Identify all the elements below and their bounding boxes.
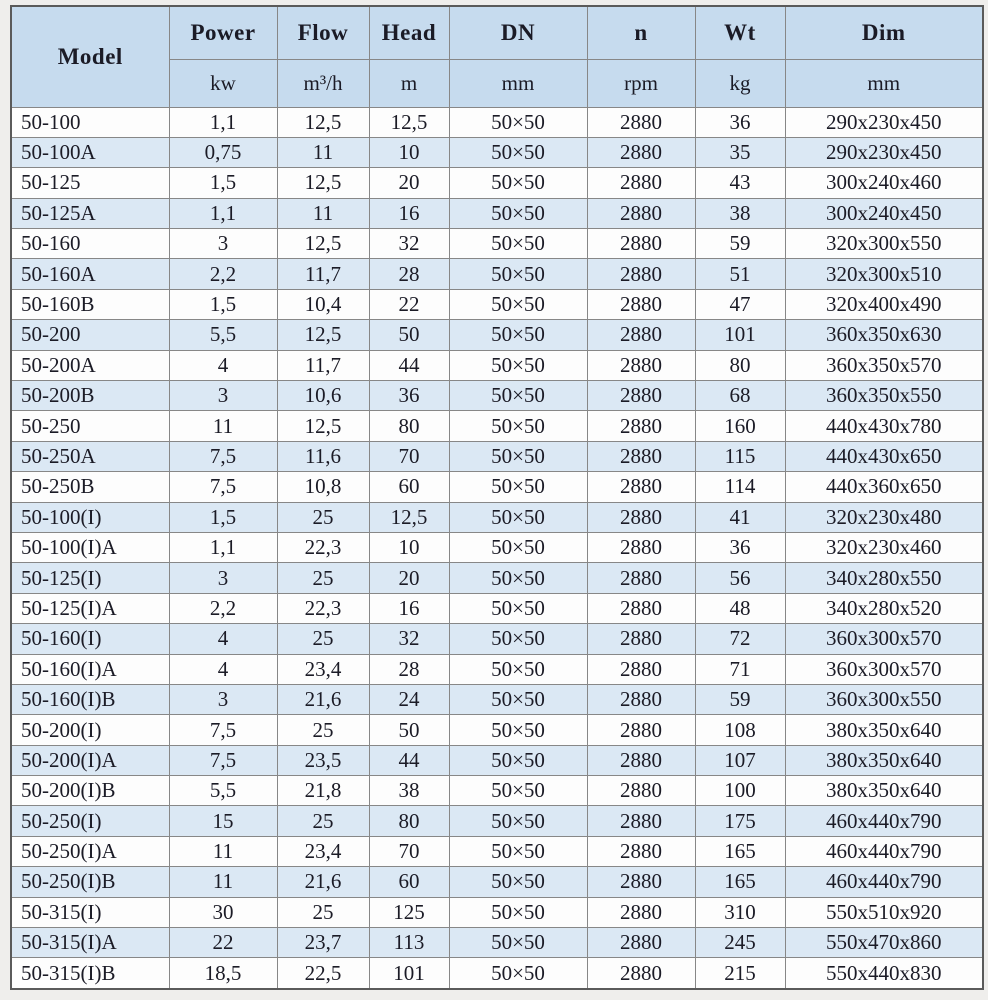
wt-cell: 245 bbox=[695, 928, 785, 958]
flow-cell: 11 bbox=[277, 198, 369, 228]
flow-cell: 25 bbox=[277, 624, 369, 654]
col-header-wt: Wt bbox=[695, 6, 785, 59]
head-cell: 24 bbox=[369, 684, 449, 714]
head-cell: 36 bbox=[369, 381, 449, 411]
model-cell: 50-250 bbox=[11, 411, 169, 441]
wt-cell: 36 bbox=[695, 107, 785, 137]
head-cell: 20 bbox=[369, 563, 449, 593]
dn-cell: 50×50 bbox=[449, 350, 587, 380]
flow-cell: 10,6 bbox=[277, 381, 369, 411]
model-cell: 50-250(I) bbox=[11, 806, 169, 836]
model-cell: 50-250(I)A bbox=[11, 836, 169, 866]
wt-cell: 51 bbox=[695, 259, 785, 289]
power-cell: 4 bbox=[169, 654, 277, 684]
table-row bbox=[11, 502, 983, 532]
power-cell: 15 bbox=[169, 806, 277, 836]
flow-cell: 12,5 bbox=[277, 229, 369, 259]
table-row bbox=[11, 867, 983, 897]
model-cell: 50-100(I) bbox=[11, 502, 169, 532]
table-row bbox=[11, 198, 983, 228]
model-cell: 50-100A bbox=[11, 137, 169, 167]
model-cell: 50-160(I)A bbox=[11, 654, 169, 684]
n-cell: 2880 bbox=[587, 897, 695, 927]
model-cell: 50-125(I) bbox=[11, 563, 169, 593]
power-cell: 2,2 bbox=[169, 593, 277, 623]
power-cell: 4 bbox=[169, 624, 277, 654]
n-cell: 2880 bbox=[587, 289, 695, 319]
table-row bbox=[11, 472, 983, 502]
dn-cell: 50×50 bbox=[449, 624, 587, 654]
table-row bbox=[11, 259, 983, 289]
n-cell: 2880 bbox=[587, 411, 695, 441]
dim-cell: 290x230x450 bbox=[785, 107, 983, 137]
model-cell: 50-100 bbox=[11, 107, 169, 137]
model-cell: 50-200 bbox=[11, 320, 169, 350]
dim-cell: 440x430x650 bbox=[785, 441, 983, 471]
col-unit-wt: kg bbox=[695, 59, 785, 107]
table-row bbox=[11, 107, 983, 137]
power-cell: 0,75 bbox=[169, 137, 277, 167]
model-cell: 50-125 bbox=[11, 168, 169, 198]
power-cell: 3 bbox=[169, 684, 277, 714]
flow-cell: 25 bbox=[277, 715, 369, 745]
n-cell: 2880 bbox=[587, 441, 695, 471]
flow-cell: 23,4 bbox=[277, 836, 369, 866]
wt-cell: 36 bbox=[695, 532, 785, 562]
power-cell: 1,5 bbox=[169, 168, 277, 198]
dn-cell: 50×50 bbox=[449, 411, 587, 441]
head-cell: 80 bbox=[369, 806, 449, 836]
dim-cell: 380x350x640 bbox=[785, 715, 983, 745]
dn-cell: 50×50 bbox=[449, 320, 587, 350]
head-cell: 16 bbox=[369, 198, 449, 228]
table-row bbox=[11, 289, 983, 319]
table-row bbox=[11, 137, 983, 167]
model-cell: 50-200B bbox=[11, 381, 169, 411]
power-cell: 30 bbox=[169, 897, 277, 927]
col-unit-n: rpm bbox=[587, 59, 695, 107]
dim-cell: 320x300x510 bbox=[785, 259, 983, 289]
col-header-dn: DN bbox=[449, 6, 587, 59]
dn-cell: 50×50 bbox=[449, 836, 587, 866]
head-cell: 28 bbox=[369, 259, 449, 289]
flow-cell: 22,3 bbox=[277, 593, 369, 623]
n-cell: 2880 bbox=[587, 259, 695, 289]
dim-cell: 460x440x790 bbox=[785, 836, 983, 866]
n-cell: 2880 bbox=[587, 381, 695, 411]
model-cell: 50-315(I) bbox=[11, 897, 169, 927]
head-cell: 70 bbox=[369, 836, 449, 866]
head-cell: 20 bbox=[369, 168, 449, 198]
table-row bbox=[11, 715, 983, 745]
model-cell: 50-250A bbox=[11, 441, 169, 471]
pump-spec-table bbox=[10, 5, 984, 990]
dim-cell: 300x240x450 bbox=[785, 198, 983, 228]
flow-cell: 11 bbox=[277, 137, 369, 167]
col-unit-flow: m³/h bbox=[277, 59, 369, 107]
dim-cell: 340x280x550 bbox=[785, 563, 983, 593]
n-cell: 2880 bbox=[587, 563, 695, 593]
n-cell: 2880 bbox=[587, 229, 695, 259]
dim-cell: 320x400x490 bbox=[785, 289, 983, 319]
dn-cell: 50×50 bbox=[449, 532, 587, 562]
power-cell: 18,5 bbox=[169, 958, 277, 989]
power-cell: 3 bbox=[169, 229, 277, 259]
wt-cell: 160 bbox=[695, 411, 785, 441]
head-cell: 12,5 bbox=[369, 107, 449, 137]
power-cell: 1,1 bbox=[169, 198, 277, 228]
flow-cell: 23,7 bbox=[277, 928, 369, 958]
n-cell: 2880 bbox=[587, 867, 695, 897]
power-cell: 11 bbox=[169, 411, 277, 441]
model-cell: 50-100(I)A bbox=[11, 532, 169, 562]
col-header-n: n bbox=[587, 6, 695, 59]
wt-cell: 43 bbox=[695, 168, 785, 198]
dn-cell: 50×50 bbox=[449, 289, 587, 319]
flow-cell: 12,5 bbox=[277, 168, 369, 198]
flow-cell: 23,5 bbox=[277, 745, 369, 775]
model-cell: 50-200(I)B bbox=[11, 776, 169, 806]
model-cell: 50-200(I)A bbox=[11, 745, 169, 775]
power-cell: 7,5 bbox=[169, 715, 277, 745]
dn-cell: 50×50 bbox=[449, 563, 587, 593]
n-cell: 2880 bbox=[587, 502, 695, 532]
n-cell: 2880 bbox=[587, 320, 695, 350]
power-cell: 7,5 bbox=[169, 745, 277, 775]
wt-cell: 100 bbox=[695, 776, 785, 806]
table-row bbox=[11, 928, 983, 958]
model-cell: 50-315(I)A bbox=[11, 928, 169, 958]
power-cell: 3 bbox=[169, 563, 277, 593]
model-cell: 50-160 bbox=[11, 229, 169, 259]
dim-cell: 300x240x460 bbox=[785, 168, 983, 198]
table-row bbox=[11, 532, 983, 562]
flow-cell: 21,6 bbox=[277, 867, 369, 897]
dn-cell: 50×50 bbox=[449, 502, 587, 532]
dim-cell: 440x360x650 bbox=[785, 472, 983, 502]
head-cell: 38 bbox=[369, 776, 449, 806]
table-header bbox=[11, 6, 983, 107]
dim-cell: 360x350x630 bbox=[785, 320, 983, 350]
wt-cell: 107 bbox=[695, 745, 785, 775]
wt-cell: 59 bbox=[695, 684, 785, 714]
n-cell: 2880 bbox=[587, 168, 695, 198]
dim-cell: 360x300x570 bbox=[785, 654, 983, 684]
wt-cell: 310 bbox=[695, 897, 785, 927]
dn-cell: 50×50 bbox=[449, 381, 587, 411]
table-row bbox=[11, 654, 983, 684]
power-cell: 4 bbox=[169, 350, 277, 380]
dim-cell: 380x350x640 bbox=[785, 776, 983, 806]
head-cell: 113 bbox=[369, 928, 449, 958]
model-cell: 50-200(I) bbox=[11, 715, 169, 745]
n-cell: 2880 bbox=[587, 684, 695, 714]
dim-cell: 320x300x550 bbox=[785, 229, 983, 259]
head-cell: 44 bbox=[369, 745, 449, 775]
wt-cell: 56 bbox=[695, 563, 785, 593]
dn-cell: 50×50 bbox=[449, 441, 587, 471]
flow-cell: 25 bbox=[277, 563, 369, 593]
n-cell: 2880 bbox=[587, 532, 695, 562]
dn-cell: 50×50 bbox=[449, 897, 587, 927]
wt-cell: 59 bbox=[695, 229, 785, 259]
head-cell: 80 bbox=[369, 411, 449, 441]
wt-cell: 108 bbox=[695, 715, 785, 745]
head-cell: 10 bbox=[369, 137, 449, 167]
dn-cell: 50×50 bbox=[449, 684, 587, 714]
head-cell: 60 bbox=[369, 867, 449, 897]
table-row bbox=[11, 563, 983, 593]
wt-cell: 72 bbox=[695, 624, 785, 654]
power-cell: 22 bbox=[169, 928, 277, 958]
wt-cell: 165 bbox=[695, 867, 785, 897]
flow-cell: 22,3 bbox=[277, 532, 369, 562]
flow-cell: 21,6 bbox=[277, 684, 369, 714]
dn-cell: 50×50 bbox=[449, 472, 587, 502]
flow-cell: 12,5 bbox=[277, 411, 369, 441]
dn-cell: 50×50 bbox=[449, 229, 587, 259]
head-cell: 16 bbox=[369, 593, 449, 623]
n-cell: 2880 bbox=[587, 776, 695, 806]
n-cell: 2880 bbox=[587, 836, 695, 866]
table-row bbox=[11, 624, 983, 654]
head-cell: 32 bbox=[369, 624, 449, 654]
n-cell: 2880 bbox=[587, 654, 695, 684]
wt-cell: 115 bbox=[695, 441, 785, 471]
power-cell: 11 bbox=[169, 836, 277, 866]
flow-cell: 11,6 bbox=[277, 441, 369, 471]
col-header-head: Head bbox=[369, 6, 449, 59]
head-cell: 44 bbox=[369, 350, 449, 380]
wt-cell: 114 bbox=[695, 472, 785, 502]
dim-cell: 320x230x480 bbox=[785, 502, 983, 532]
dn-cell: 50×50 bbox=[449, 928, 587, 958]
wt-cell: 165 bbox=[695, 836, 785, 866]
dn-cell: 50×50 bbox=[449, 806, 587, 836]
n-cell: 2880 bbox=[587, 928, 695, 958]
wt-cell: 175 bbox=[695, 806, 785, 836]
table-row bbox=[11, 168, 983, 198]
power-cell: 5,5 bbox=[169, 776, 277, 806]
table-row bbox=[11, 684, 983, 714]
n-cell: 2880 bbox=[587, 715, 695, 745]
n-cell: 2880 bbox=[587, 958, 695, 989]
head-cell: 50 bbox=[369, 715, 449, 745]
wt-cell: 41 bbox=[695, 502, 785, 532]
table-row bbox=[11, 836, 983, 866]
table-row bbox=[11, 958, 983, 989]
table-row bbox=[11, 320, 983, 350]
dn-cell: 50×50 bbox=[449, 654, 587, 684]
dn-cell: 50×50 bbox=[449, 745, 587, 775]
dim-cell: 360x300x570 bbox=[785, 624, 983, 654]
table-row bbox=[11, 411, 983, 441]
col-header-model: Model bbox=[11, 6, 169, 107]
table-row bbox=[11, 350, 983, 380]
wt-cell: 101 bbox=[695, 320, 785, 350]
model-cell: 50-160(I) bbox=[11, 624, 169, 654]
dn-cell: 50×50 bbox=[449, 198, 587, 228]
flow-cell: 11,7 bbox=[277, 259, 369, 289]
model-cell: 50-160A bbox=[11, 259, 169, 289]
dn-cell: 50×50 bbox=[449, 137, 587, 167]
dn-cell: 50×50 bbox=[449, 168, 587, 198]
flow-cell: 23,4 bbox=[277, 654, 369, 684]
header-label-row bbox=[11, 6, 983, 59]
col-unit-dn: mm bbox=[449, 59, 587, 107]
col-header-flow: Flow bbox=[277, 6, 369, 59]
model-cell: 50-160B bbox=[11, 289, 169, 319]
table-row bbox=[11, 229, 983, 259]
wt-cell: 38 bbox=[695, 198, 785, 228]
dim-cell: 440x430x780 bbox=[785, 411, 983, 441]
power-cell: 2,2 bbox=[169, 259, 277, 289]
power-cell: 1,5 bbox=[169, 502, 277, 532]
dn-cell: 50×50 bbox=[449, 593, 587, 623]
table-row bbox=[11, 745, 983, 775]
head-cell: 50 bbox=[369, 320, 449, 350]
table-row bbox=[11, 806, 983, 836]
model-cell: 50-160(I)B bbox=[11, 684, 169, 714]
flow-cell: 10,4 bbox=[277, 289, 369, 319]
head-cell: 22 bbox=[369, 289, 449, 319]
wt-cell: 215 bbox=[695, 958, 785, 989]
table-row bbox=[11, 441, 983, 471]
power-cell: 7,5 bbox=[169, 441, 277, 471]
dim-cell: 360x350x550 bbox=[785, 381, 983, 411]
power-cell: 1,1 bbox=[169, 107, 277, 137]
model-cell: 50-125(I)A bbox=[11, 593, 169, 623]
wt-cell: 48 bbox=[695, 593, 785, 623]
col-header-dim: Dim bbox=[785, 6, 983, 59]
dim-cell: 550x510x920 bbox=[785, 897, 983, 927]
head-cell: 125 bbox=[369, 897, 449, 927]
dn-cell: 50×50 bbox=[449, 867, 587, 897]
dim-cell: 550x440x830 bbox=[785, 958, 983, 989]
col-unit-power: kw bbox=[169, 59, 277, 107]
dim-cell: 290x230x450 bbox=[785, 137, 983, 167]
model-cell: 50-250B bbox=[11, 472, 169, 502]
n-cell: 2880 bbox=[587, 624, 695, 654]
head-cell: 32 bbox=[369, 229, 449, 259]
n-cell: 2880 bbox=[587, 472, 695, 502]
dn-cell: 50×50 bbox=[449, 259, 587, 289]
flow-cell: 11,7 bbox=[277, 350, 369, 380]
dim-cell: 460x440x790 bbox=[785, 867, 983, 897]
dim-cell: 550x470x860 bbox=[785, 928, 983, 958]
table-row bbox=[11, 593, 983, 623]
model-cell: 50-250(I)B bbox=[11, 867, 169, 897]
head-cell: 12,5 bbox=[369, 502, 449, 532]
flow-cell: 21,8 bbox=[277, 776, 369, 806]
col-unit-dim: mm bbox=[785, 59, 983, 107]
dn-cell: 50×50 bbox=[449, 776, 587, 806]
table-body bbox=[11, 107, 983, 989]
n-cell: 2880 bbox=[587, 198, 695, 228]
n-cell: 2880 bbox=[587, 137, 695, 167]
wt-cell: 47 bbox=[695, 289, 785, 319]
head-cell: 28 bbox=[369, 654, 449, 684]
dim-cell: 460x440x790 bbox=[785, 806, 983, 836]
dn-cell: 50×50 bbox=[449, 107, 587, 137]
dn-cell: 50×50 bbox=[449, 958, 587, 989]
flow-cell: 25 bbox=[277, 806, 369, 836]
head-cell: 101 bbox=[369, 958, 449, 989]
head-cell: 60 bbox=[369, 472, 449, 502]
table-row bbox=[11, 776, 983, 806]
dim-cell: 320x230x460 bbox=[785, 532, 983, 562]
model-cell: 50-200A bbox=[11, 350, 169, 380]
flow-cell: 22,5 bbox=[277, 958, 369, 989]
power-cell: 7,5 bbox=[169, 472, 277, 502]
dim-cell: 380x350x640 bbox=[785, 745, 983, 775]
power-cell: 3 bbox=[169, 381, 277, 411]
head-cell: 70 bbox=[369, 441, 449, 471]
power-cell: 11 bbox=[169, 867, 277, 897]
power-cell: 1,5 bbox=[169, 289, 277, 319]
table-row bbox=[11, 381, 983, 411]
flow-cell: 12,5 bbox=[277, 107, 369, 137]
dim-cell: 360x300x550 bbox=[785, 684, 983, 714]
dn-cell: 50×50 bbox=[449, 715, 587, 745]
n-cell: 2880 bbox=[587, 806, 695, 836]
wt-cell: 71 bbox=[695, 654, 785, 684]
model-cell: 50-125A bbox=[11, 198, 169, 228]
col-unit-head: m bbox=[369, 59, 449, 107]
flow-cell: 12,5 bbox=[277, 320, 369, 350]
n-cell: 2880 bbox=[587, 593, 695, 623]
wt-cell: 68 bbox=[695, 381, 785, 411]
dim-cell: 340x280x520 bbox=[785, 593, 983, 623]
flow-cell: 25 bbox=[277, 502, 369, 532]
power-cell: 1,1 bbox=[169, 532, 277, 562]
flow-cell: 10,8 bbox=[277, 472, 369, 502]
head-cell: 10 bbox=[369, 532, 449, 562]
n-cell: 2880 bbox=[587, 107, 695, 137]
model-cell: 50-315(I)B bbox=[11, 958, 169, 989]
col-header-power: Power bbox=[169, 6, 277, 59]
wt-cell: 80 bbox=[695, 350, 785, 380]
wt-cell: 35 bbox=[695, 137, 785, 167]
dim-cell: 360x350x570 bbox=[785, 350, 983, 380]
power-cell: 5,5 bbox=[169, 320, 277, 350]
n-cell: 2880 bbox=[587, 350, 695, 380]
n-cell: 2880 bbox=[587, 745, 695, 775]
table-row bbox=[11, 897, 983, 927]
flow-cell: 25 bbox=[277, 897, 369, 927]
